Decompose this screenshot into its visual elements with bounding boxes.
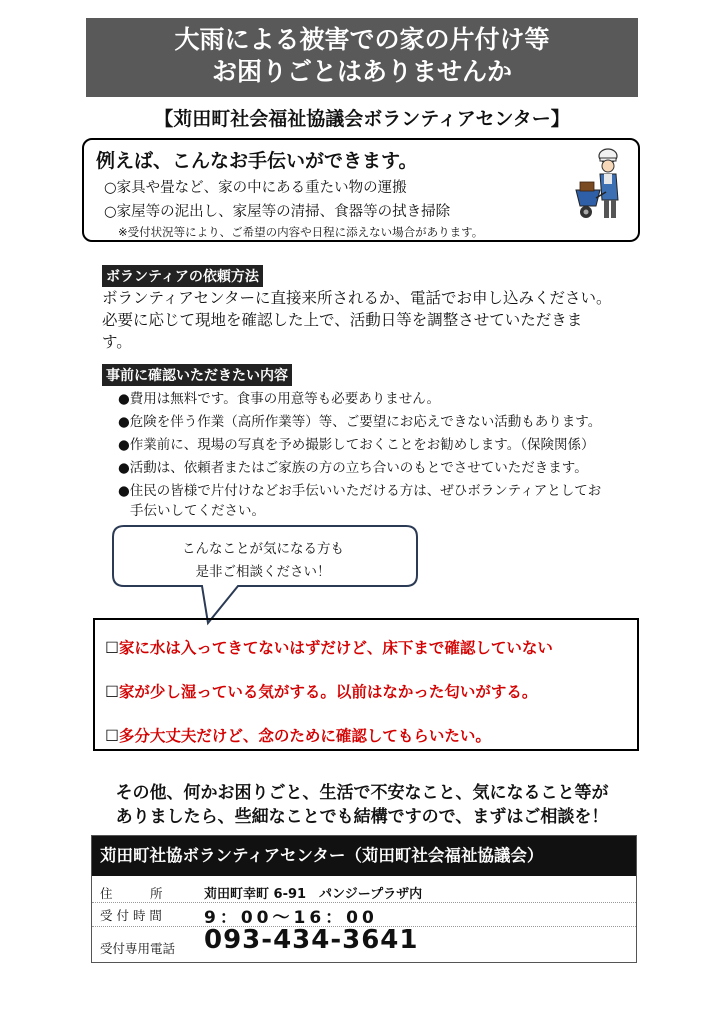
confirm-bullet-danger: ●危険を伴う作業（高所作業等）等、ご要望にお応えできない活動もあります。 [118, 414, 602, 430]
confirm-bullet-photos: ●作業前に、現場の写真を予め撮影しておくことをお勧めします。（保険関係） [118, 437, 595, 453]
checkbox-icon: ☐ [105, 639, 119, 657]
examples-note: ※受付状況等により、ご希望の内容や日程に添えない場合があります。 [118, 225, 484, 239]
request-text-line2: 必要に応じて現地を確認した上で、活動日等を調整させていただきま [102, 311, 583, 329]
volunteer-wheelbarrow-icon [574, 142, 634, 232]
examples-heading: 例えば、こんなお手伝いができます。 [96, 150, 418, 172]
check-item-just-in-case: ☐多分大丈夫だけど、念のために確認してもらいたい。 [105, 727, 491, 745]
request-text-line3: す。 [102, 333, 132, 351]
confirm-bullet-presence: ●活動は、依頼者またはご家族の方の立ち合いのもとでさせていただきます。 [118, 460, 588, 476]
confirm-bullet-free: ●費用は無料です。食事の用意等も必要ありません。 [118, 391, 441, 407]
banner-title-line2: お困りごとはありませんか [211, 57, 512, 86]
address-value: 苅田町幸町 6-91 パンジープラザ内 [204, 887, 423, 902]
concern-checklist [93, 618, 639, 751]
phone-label: 受付専用電話 [100, 941, 176, 956]
confirm-items-label: 事前に確認いただきたい内容 [102, 364, 292, 386]
check-item-underfloor: ☐家に水は入ってきてないはずだけど、床下まで確認していない [105, 639, 553, 657]
example-item-furniture: ○家具や畳など、家の中にある重たい物の運搬 [104, 180, 407, 196]
request-text-line1: ボランティアセンターに直接来所されるか、電話でお申し込みください。 [102, 289, 612, 307]
checkbox-icon: ☐ [105, 727, 119, 745]
bubble-text-line1: こんなことが気になる方も [182, 541, 344, 557]
organization-title: 【苅田町社会福祉協議会ボランティアセンター】 [154, 108, 570, 130]
closing-text-line1: その他、何かお困りごと、生活で不安なこと、気になること等が [115, 783, 609, 803]
hours-label: 受 付 時 間 [100, 908, 162, 923]
header-banner [86, 18, 638, 97]
confirm-bullet-volunteer-cont: 手伝いしてください。 [130, 503, 265, 519]
hours-value: 9：00〜16：00 [204, 908, 378, 928]
example-item-mud-removal: ○家屋等の泥出し、家屋等の清掃、食器等の拭き掃除 [104, 204, 451, 220]
check-item-damp: ☐家が少し湿っている気がする。以前はなかった匂いがする。 [105, 683, 538, 701]
confirm-bullet-volunteer: ●住民の皆様で片付けなどお手伝いいただける方は、ぜひボランティアとしてお [118, 483, 602, 499]
contact-card [91, 835, 637, 963]
banner-title-line1: 大雨による被害での家の片付け等 [174, 25, 550, 54]
phone-number: 093-434-3641 [204, 925, 419, 955]
bubble-text-line2: 是非ご相談ください！ [195, 564, 331, 580]
request-method-label: ボランティアの依頼方法 [102, 265, 263, 287]
checkbox-icon: ☐ [105, 683, 119, 701]
contact-title: 苅田町社協ボランティアセンター（苅田町社会福祉協議会） [92, 836, 636, 876]
example-services-box [82, 138, 640, 242]
address-label: 住 所 [100, 886, 163, 901]
closing-text-line2: ありましたら、些細なことでも結構ですので、まずはご相談を！ [115, 807, 609, 827]
